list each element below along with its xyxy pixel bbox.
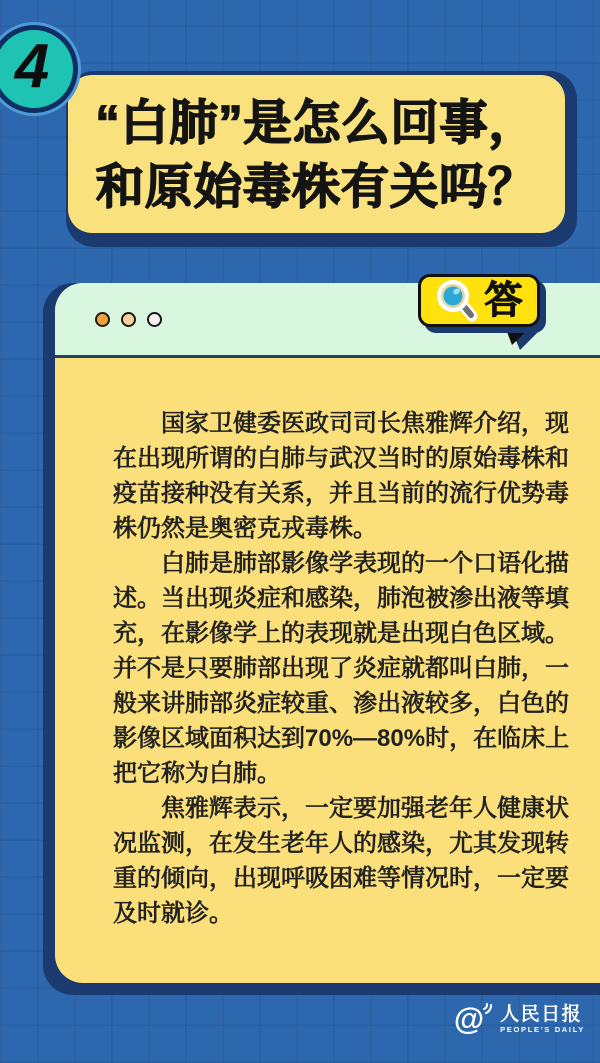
window-dot-cream-icon bbox=[121, 312, 136, 327]
question-title-line-2: 和原始毒株有关吗？ bbox=[95, 161, 537, 214]
answer-card bbox=[55, 279, 600, 983]
magnifier-icon bbox=[435, 278, 479, 324]
at-symbol-icon: @ bbox=[453, 1001, 485, 1036]
answer-badge-label: 答 bbox=[484, 279, 523, 322]
answer-paragraph: 白肺是肺部影像学表现的一个口语化描述。当出现炎症和感染，肺泡被渗出液等填充，在影像学上的表现就是出现白色区域。并不是只要肺部出现了炎症就都叫白肺，一般来讲肺部炎症较重、渗出液较多，白色的影像区域面积达到70%—80%时，在临床上把它称为白肺。 bbox=[113, 550, 570, 787]
window-dot-white-icon bbox=[147, 312, 162, 327]
answer-badge-tail bbox=[494, 324, 546, 352]
question-title-line-1: “白肺”是怎么回事， bbox=[95, 97, 538, 150]
logo-text bbox=[500, 1005, 585, 1035]
question-number: 4 bbox=[14, 31, 50, 101]
answer-text-body bbox=[55, 358, 600, 931]
peoples-daily-logo bbox=[453, 1001, 585, 1036]
logo-name-chinese: 人民日报 bbox=[500, 1004, 583, 1025]
answer-badge bbox=[418, 274, 540, 327]
window-dot-orange-icon bbox=[95, 312, 110, 327]
sound-waves-icon bbox=[483, 1002, 497, 1016]
answer-paragraph: 国家卫健委医政司司长焦雅辉介绍，现在出现所谓的白肺与武汉当时的原始毒株和疫苗接种没有关系，并且当前的流行优势毒株仍然是奥密克戎毒株。 bbox=[113, 410, 569, 542]
logo-name-english: PEOPLE'S DAILY bbox=[500, 1025, 585, 1034]
question-title-block bbox=[68, 75, 565, 233]
answer-paragraph: 焦雅辉表示，一定要加强老年人健康状况监测，在发生老年人的感染，尤其发现转重的倾向，出现呼吸困难等情况时，一定要及时就诊。 bbox=[113, 795, 569, 927]
